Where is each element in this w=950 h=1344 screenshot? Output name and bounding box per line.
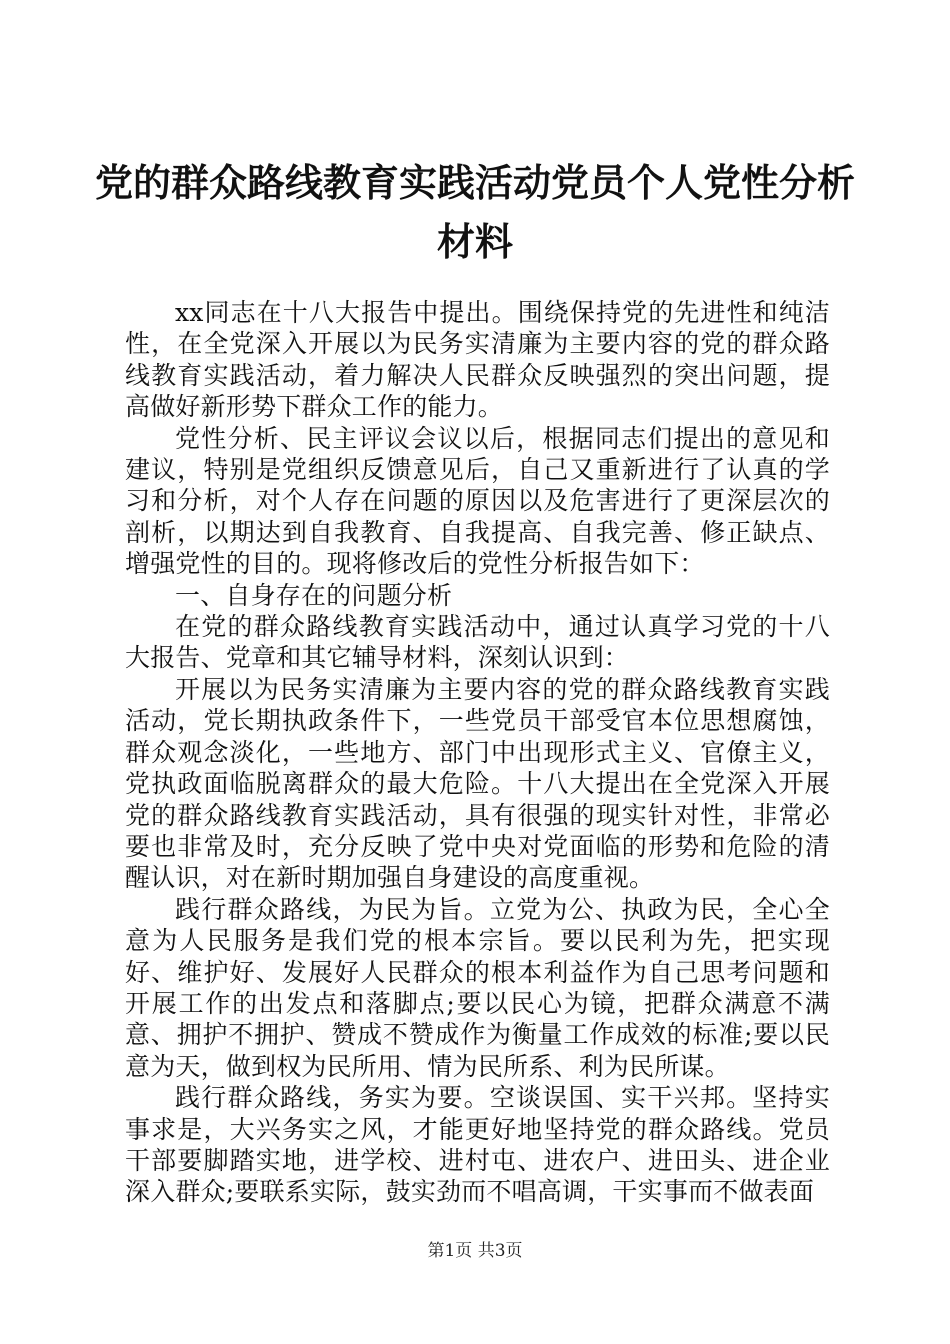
document-body <box>125 297 830 1208</box>
paragraph-intro: xx同志在十八大报告中提出。围绕保持党的先进性和纯洁性，在全党深入开展以为民务实清廉为主要内容的党的群众路线教育实践活动，着力解决人民群众反映强烈的突出问题，提高做好新形势下群众工作的能力。 <box>125 298 830 422</box>
paragraph-people-first: 践行群众路线，为民为旨。立党为公、执政为民，全心全意为人民服务是我们党的根本宗旨。要以民利为先，把实现好、维护好、发展好人民群众的根本利益作为自己思考问题和开展工作的出发点和落脚点;要以民心为镜，把群众满意不满意、拥护不拥护、赞成不赞成作为衡量工作成效的标准;要以民意为天，做到权为民所用、情为民所系、利为民所谋。 <box>125 894 830 1081</box>
paragraph-study-understanding: 在党的群众路线教育实践活动中，通过认真学习党的十八大报告、党章和其它辅导材料，深刻认识到： <box>125 612 830 673</box>
document-title-line-1: 党的群众路线教育实践活动党员个人党性分析 <box>94 160 855 205</box>
page-number-footer: 第1页 共3页 <box>427 1241 523 1261</box>
section-heading-problems: 一、自身存在的问题分析 <box>175 580 453 610</box>
paragraph-analysis-purpose: 党性分析、民主评议会议以后，根据同志们提出的意见和建议，特别是党组织反馈意见后，自己又重新进行了认真的学习和分析，对个人存在问题的原因以及危害进行了更深层次的剖析，以期达到自我教育、自我提高、自我完善、修正缺点、增强党性的目的。现将修改后的党性分析报告如下： <box>125 423 830 579</box>
paragraph-practical-work: 践行群众路线，务实为要。空谈误国、实干兴邦。坚持实事求是，大兴务实之风，才能更好地坚持党的群众路线。党员干部要脚踏实地，进学校、进村屯、进农户、进田头、进企业深入群众;要联系实际，鼓实劲而不唱高调，干实事而不做表面 <box>125 1083 830 1207</box>
paragraph-activity-significance: 开展以为民务实清廉为主要内容的党的群众路线教育实践活动，党长期执政条件下，一些党员干部受官本位思想腐蚀，群众观念淡化，一些地方、部门中出现形式主义、官僚主义，党执政面临脱离群众的最大危险。十八大提出在全党深入开展党的群众路线教育实践活动，具有很强的现实针对性，非常必要也非常及时，充分反映了党中央对党面临的形势和危险的清醒认识，对在新时期加强自身建设的高度重视。 <box>125 674 830 893</box>
document-title-line-2: 材料 <box>436 219 513 264</box>
